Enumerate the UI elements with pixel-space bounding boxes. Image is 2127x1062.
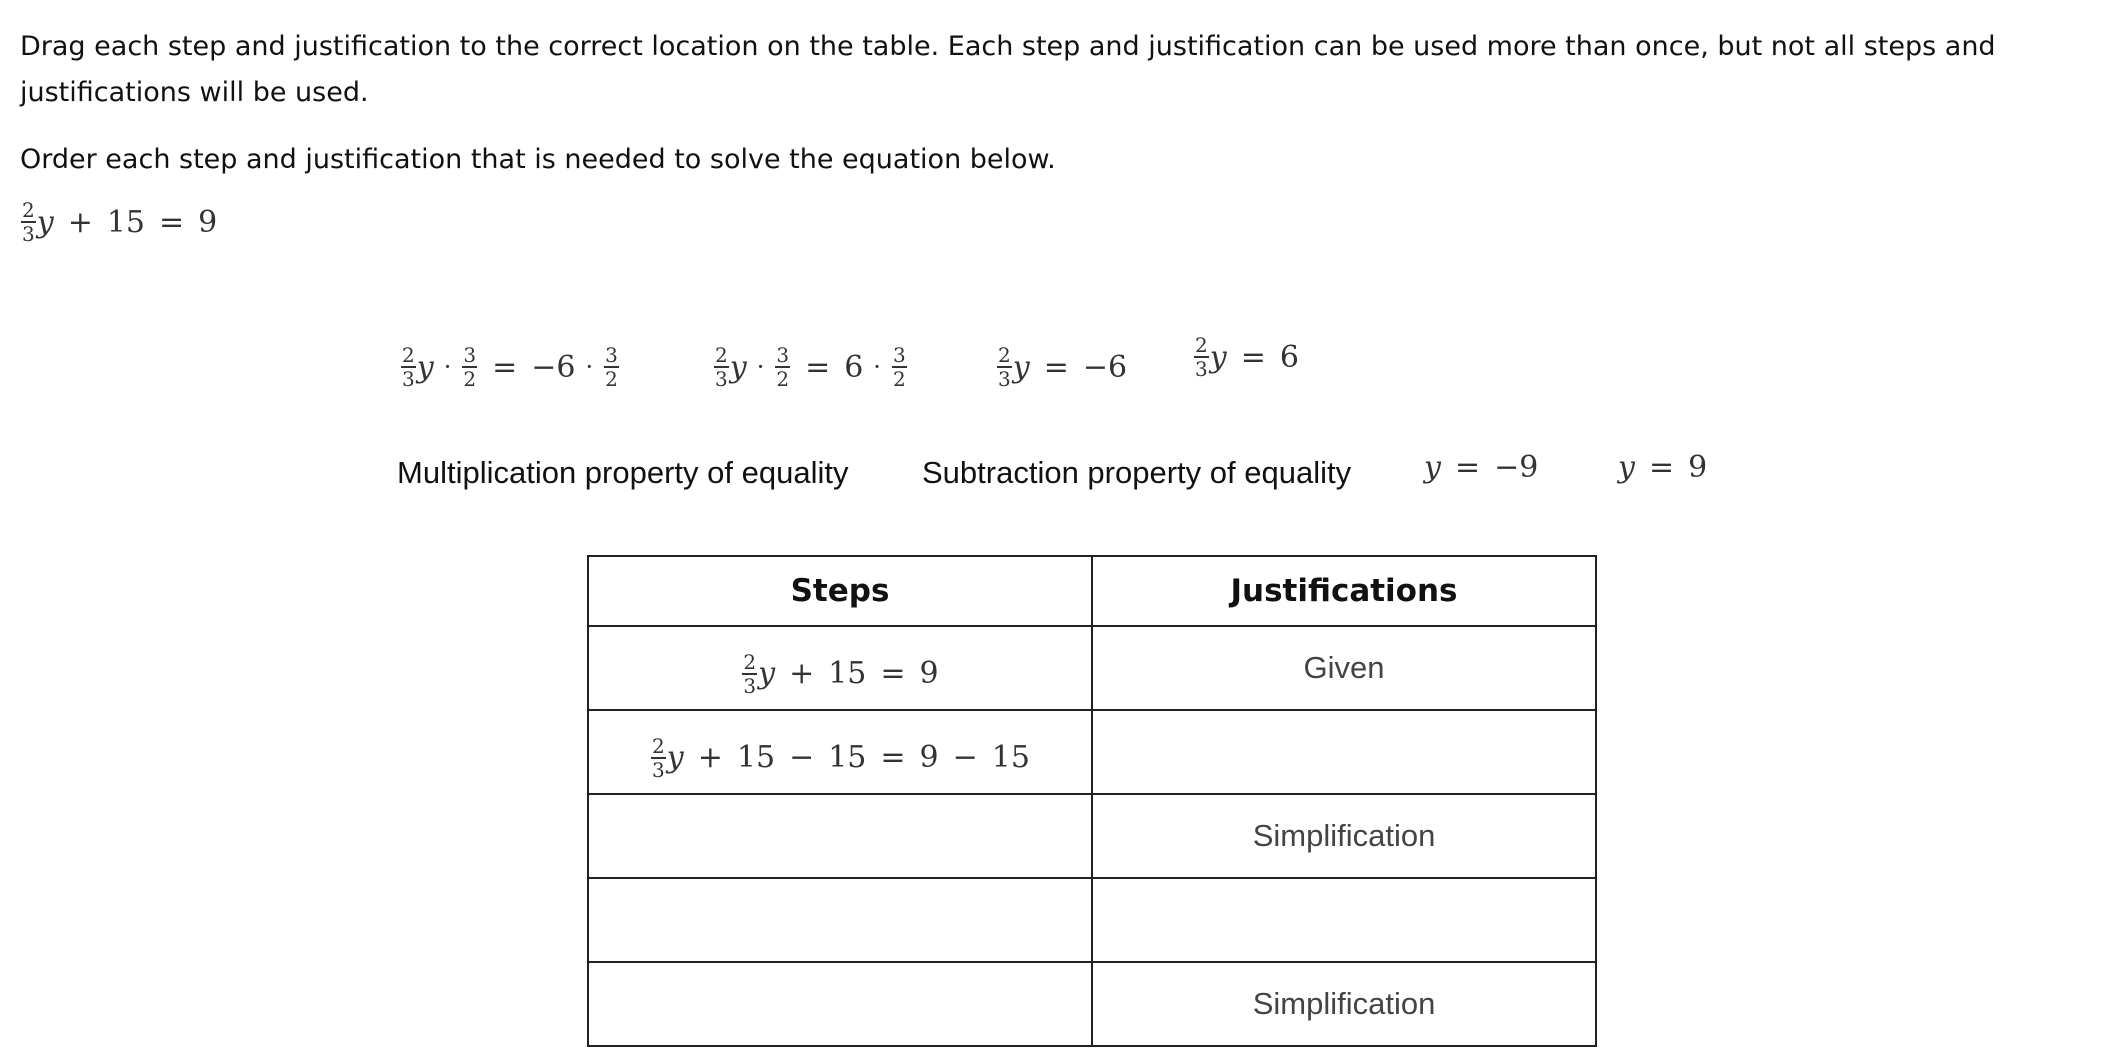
constant: 15 [828, 740, 867, 775]
operator: = [880, 740, 906, 775]
justification-drop-zone-4[interactable] [1092, 878, 1596, 962]
fraction-numerator: 3 [605, 343, 618, 367]
fraction-numerator: 2 [715, 343, 728, 367]
fraction-numerator: 2 [402, 343, 415, 367]
fraction-denominator: 3 [998, 367, 1011, 391]
header-steps: Steps [588, 556, 1092, 626]
constant: 9 [919, 740, 939, 775]
constant: 15 [736, 740, 776, 775]
fraction [21, 200, 36, 244]
constant: 15 [991, 740, 1030, 775]
variable: y [1424, 450, 1441, 485]
fraction [604, 345, 619, 389]
justification-cell-5: Simplification [1092, 962, 1596, 1046]
fraction [775, 345, 790, 389]
variable: y [1012, 349, 1030, 385]
constant: 9 [198, 204, 218, 240]
step-drop-zone-3[interactable] [588, 794, 1092, 878]
fraction-denominator: 3 [652, 757, 665, 782]
given-equation [20, 200, 217, 244]
draggable-justification-multiplication[interactable]: Multiplication property of equality [397, 455, 849, 490]
instructions-text: Drag each step and justification to the correct location on the table. Each step and justification can be used more than once, but not all steps and justifications will be used. [20, 31, 1996, 108]
fraction [742, 649, 757, 698]
fraction-numerator: 2 [1195, 333, 1208, 357]
operator: = [1648, 450, 1675, 485]
draggable-step-multiply-6[interactable] [713, 345, 908, 389]
variable: y [729, 349, 747, 385]
step-equation [741, 649, 939, 698]
task-prompt: Order each step and justification that is needed to solve the equation below. [20, 144, 1056, 175]
fraction-numerator: 3 [776, 343, 790, 367]
operator: = [805, 349, 831, 385]
constant: −6 [531, 349, 576, 385]
fraction-numerator: 3 [892, 343, 906, 367]
variable: y [758, 656, 776, 691]
fraction-numerator: 2 [22, 198, 35, 222]
operator: = [1454, 450, 1481, 485]
justification-cell-1: Given [1092, 626, 1596, 710]
fraction-denominator: 2 [605, 367, 618, 391]
step-drop-zone-5[interactable] [588, 962, 1092, 1046]
variable: y [666, 740, 684, 775]
variable: y [1209, 339, 1227, 375]
operator: + [67, 204, 93, 240]
step-drop-zone-4[interactable] [588, 878, 1092, 962]
variable: y [416, 349, 434, 385]
step-cell-1 [588, 626, 1092, 710]
constant: −6 [1082, 349, 1128, 385]
operator: − [952, 740, 978, 775]
step-equation [650, 733, 1030, 782]
fraction-denominator: 2 [776, 367, 790, 391]
operator: = [1043, 349, 1069, 385]
draggable-step-y-neg9[interactable] [1424, 450, 1538, 485]
draggable-step-neg6[interactable] [996, 345, 1127, 389]
fraction-denominator: 3 [743, 673, 757, 698]
fraction-numerator: 2 [652, 733, 665, 758]
table-header-row [588, 556, 1596, 626]
fraction [997, 345, 1012, 389]
steps-justifications-table [587, 555, 1597, 1047]
step-cell-2 [588, 710, 1092, 794]
constant: 6 [844, 349, 864, 385]
operator: = [492, 349, 518, 385]
fraction [1194, 335, 1209, 379]
table-row [588, 794, 1596, 878]
table-row [588, 626, 1596, 710]
justification-cell-3: Simplification [1092, 794, 1596, 878]
constant: 15 [828, 656, 867, 691]
fraction [462, 345, 477, 389]
constant: 15 [106, 204, 146, 240]
fraction [714, 345, 729, 389]
constant: 9 [1688, 450, 1708, 485]
variable: y [36, 204, 54, 240]
constant: 6 [1279, 339, 1299, 375]
operator: + [789, 656, 815, 691]
fraction-denominator: 3 [715, 367, 728, 391]
fraction [651, 733, 666, 782]
justification-drop-zone-2[interactable] [1092, 710, 1596, 794]
fraction [401, 345, 416, 389]
constant: −9 [1494, 450, 1539, 485]
operator: · [585, 353, 594, 381]
operator: − [789, 740, 815, 775]
operator: · [873, 353, 881, 381]
table-row [588, 962, 1596, 1046]
fraction-numerator: 2 [743, 649, 757, 674]
operator: · [756, 353, 765, 381]
operator: · [443, 353, 452, 381]
table-row [588, 878, 1596, 962]
fraction-denominator: 3 [1195, 357, 1208, 381]
constant: 9 [919, 656, 939, 691]
fraction-denominator: 2 [463, 367, 477, 391]
fraction-denominator: 3 [402, 367, 415, 391]
table-row [588, 710, 1596, 794]
header-justifications: Justifications [1092, 556, 1596, 626]
draggable-justification-subtraction[interactable]: Subtraction property of equality [922, 455, 1352, 490]
fraction-numerator: 3 [463, 343, 477, 367]
draggable-step-6[interactable] [1193, 335, 1299, 379]
fraction-denominator: 2 [892, 367, 906, 391]
draggable-step-y-9[interactable] [1618, 450, 1707, 485]
fraction-denominator: 3 [22, 222, 35, 246]
fraction [892, 345, 907, 389]
operator: = [159, 204, 185, 240]
variable: y [1618, 450, 1635, 485]
fraction-numerator: 2 [998, 343, 1011, 367]
draggable-step-multiply-neg6[interactable] [400, 345, 620, 389]
operator: = [880, 656, 906, 691]
operator: = [1240, 339, 1266, 375]
operator: + [697, 740, 723, 775]
